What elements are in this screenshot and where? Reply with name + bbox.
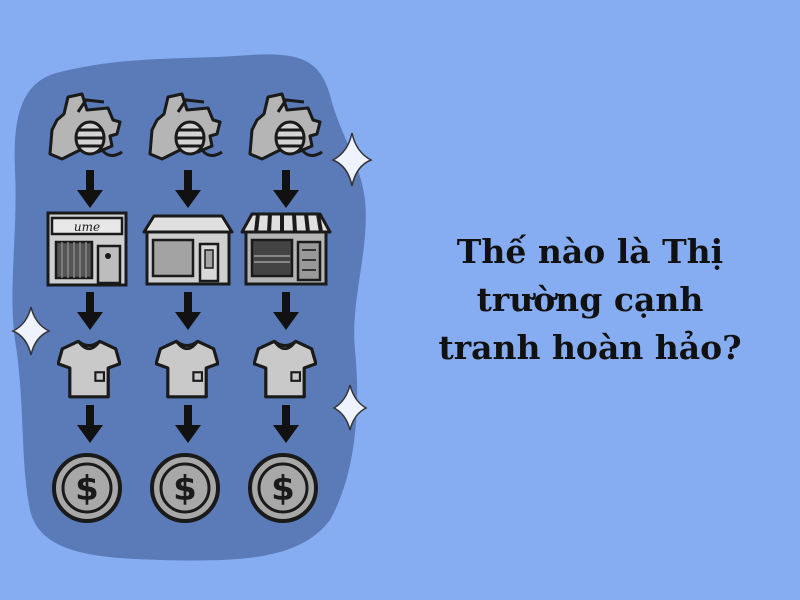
shop-sign-text: ume bbox=[73, 220, 101, 234]
page-title bbox=[415, 228, 765, 372]
shop-icon bbox=[48, 213, 126, 285]
dollar-coin-icon bbox=[250, 455, 316, 521]
shop-icon bbox=[144, 216, 232, 284]
title-line: Thế nào là Thị bbox=[456, 232, 724, 271]
dollar-coin-icon bbox=[152, 455, 218, 521]
title-line: trường cạnh bbox=[476, 280, 704, 319]
shop-icon bbox=[242, 214, 330, 284]
dollar-coin-icon bbox=[54, 455, 120, 521]
svg-text:$: $ bbox=[75, 469, 99, 509]
svg-text:$: $ bbox=[173, 469, 197, 509]
title-line: tranh hoàn hảo? bbox=[438, 328, 742, 367]
svg-text:$: $ bbox=[271, 469, 295, 509]
